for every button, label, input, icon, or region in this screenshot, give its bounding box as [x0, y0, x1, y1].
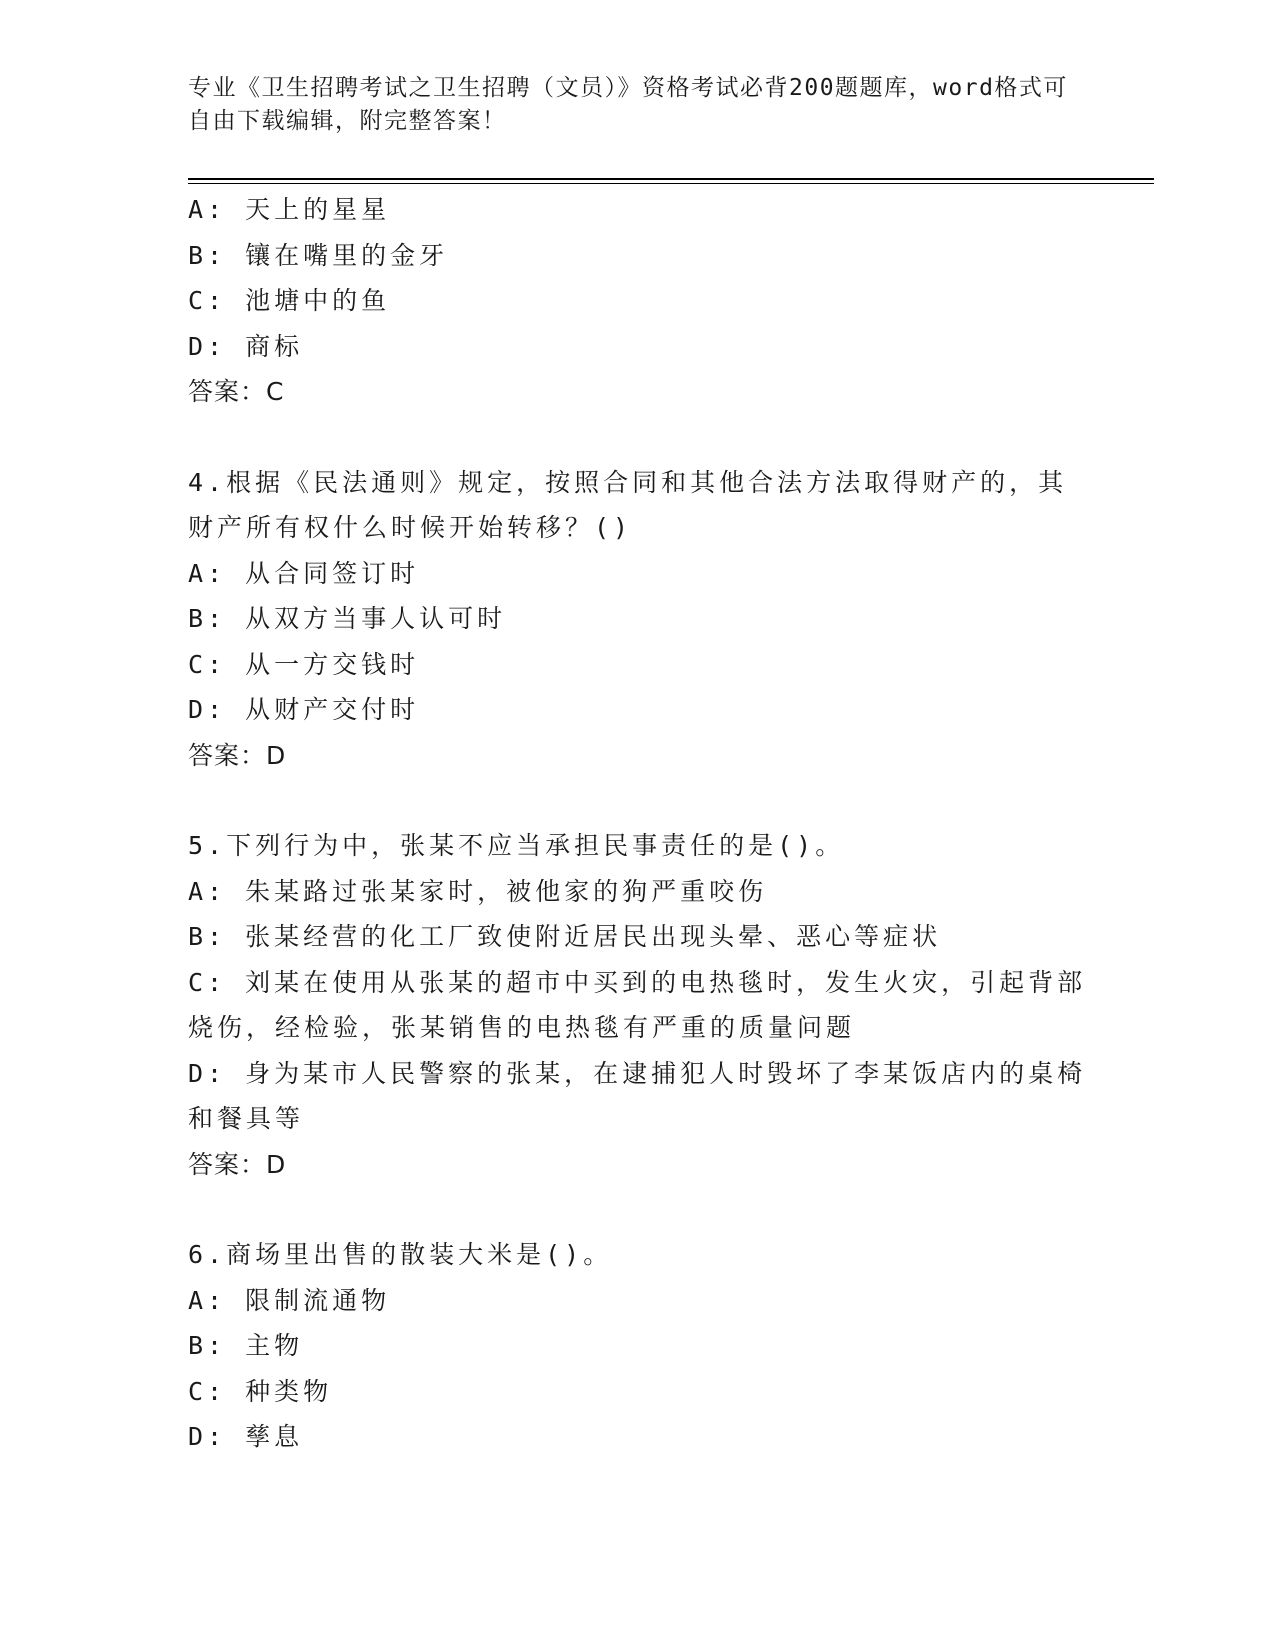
- question-4-block: [188, 460, 1088, 779]
- option-c: C: 池塘中的鱼: [188, 286, 391, 315]
- question-stem: 4.根据《民法通则》规定，按照合同和其他合法方法取得财产的，其财产所有权什么时候开始转移？(): [188, 467, 1068, 542]
- option-d: D: 商标: [188, 331, 304, 361]
- header-divider-thin: [188, 183, 1154, 184]
- header-divider-thick: [188, 178, 1154, 180]
- option-b: B: 镶在嘴里的金牙: [188, 240, 449, 270]
- document-body: [188, 187, 1088, 1460]
- question-3-block: [188, 187, 1088, 415]
- document-header: 专业《卫生招聘考试之卫生招聘（文员）》资格考试必背200题题库，word格式可自由下载编辑，附完整答案！: [188, 75, 1068, 134]
- answer-line: 答案：D: [188, 740, 287, 770]
- question-6-block: [188, 1232, 1088, 1460]
- option-a: A: 从合同签订时: [188, 558, 420, 588]
- option-a: A: 天上的星星: [188, 195, 391, 224]
- question-stem: 6.商场里出售的散装大米是()。: [188, 1240, 613, 1269]
- option-c: C: 从一方交钱时: [188, 649, 420, 679]
- option-b: B: 张某经营的化工厂致使附近居民出现头晕、恶心等症状: [188, 922, 942, 951]
- option-a: A: 限制流通物: [188, 1285, 391, 1315]
- option-c: C: 刘某在使用从张某的超市中买到的电热毯时，发生火灾，引起背部烧伤，经检验，张某销售的电热毯有严重的质量问题: [188, 967, 1087, 1042]
- answer-line: 答案：D: [188, 1149, 287, 1179]
- option-d: D: 身为某市人民警察的张某，在逮捕犯人时毁坏了李某饭店内的桌椅和餐具等: [188, 1058, 1087, 1133]
- option-d: D: 孳息: [188, 1422, 304, 1451]
- option-b: B: 主物: [188, 1331, 304, 1360]
- question-5-block: [188, 823, 1088, 1187]
- option-b: B: 从双方当事人认可时: [188, 604, 507, 633]
- option-a: A: 朱某路过张某家时，被他家的狗严重咬伤: [188, 876, 768, 906]
- answer-line: 答案：C: [188, 377, 285, 406]
- option-d: D: 从财产交付时: [188, 695, 420, 724]
- question-stem: 5.下列行为中，张某不应当承担民事责任的是()。: [188, 831, 845, 860]
- option-c: C: 种类物: [188, 1376, 333, 1406]
